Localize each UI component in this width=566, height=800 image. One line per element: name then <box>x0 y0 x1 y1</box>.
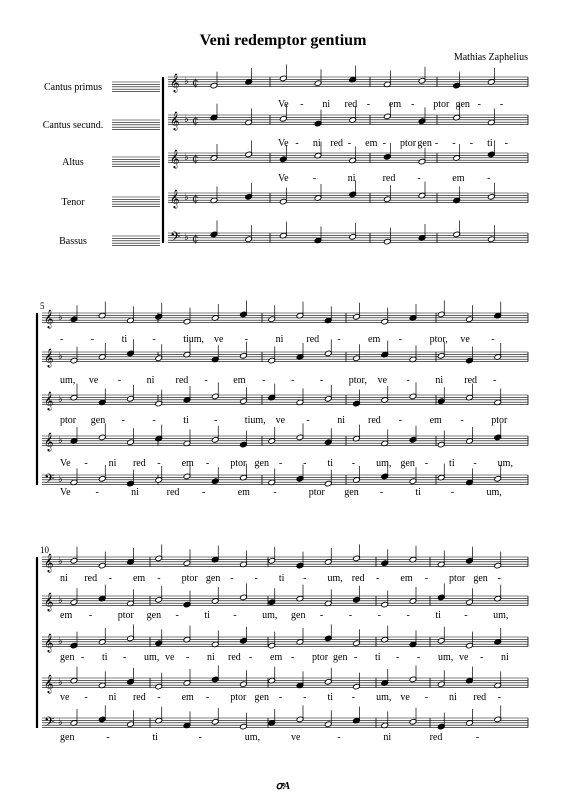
lyric-syllable: ve <box>459 652 469 663</box>
lyric-syllable: - <box>106 732 110 743</box>
lyric-syllable: - <box>424 573 429 584</box>
lyric-syllable: - <box>81 652 85 663</box>
lyric-syllable: um, <box>60 375 76 386</box>
lyric-syllable: - <box>480 652 484 663</box>
lyric-syllable: red <box>330 138 344 149</box>
lyric-syllable: red <box>429 732 443 743</box>
lyric-syllable: - <box>475 732 480 743</box>
lyric-syllable: ti <box>152 732 158 743</box>
lyric-syllable: - <box>424 692 429 703</box>
lyric-syllable: Ve <box>60 458 71 469</box>
lyric-syllable: gen <box>254 458 269 469</box>
lyric-syllable: - <box>450 487 455 498</box>
lyric-syllable: gen <box>417 138 432 149</box>
lyric-syllable: - <box>278 692 283 703</box>
lyric-syllable: um, <box>486 487 502 498</box>
lyric-syllable: Ve <box>278 99 289 110</box>
lyric-syllable: gen <box>254 692 269 703</box>
lyric-syllable: - <box>477 99 481 110</box>
lyric-syllable: ti <box>327 458 334 469</box>
lyric-syllable: - <box>152 415 156 426</box>
treble-clef-icon: 𝄞 <box>44 592 54 611</box>
lyric-syllable: - <box>379 487 384 498</box>
lyric-syllable: um, <box>244 732 261 743</box>
lyric-syllable: - <box>157 458 161 469</box>
lyric-syllable: - <box>473 458 477 469</box>
lyric-syllable: - <box>493 375 497 386</box>
flat-key-signature-icon: ♭ <box>58 474 63 485</box>
measure-number: 10 <box>40 545 49 555</box>
lyric-syllable: - <box>202 487 206 498</box>
bass-clef-icon: 𝄢 <box>170 229 181 248</box>
lyric-syllable: - <box>487 173 491 184</box>
lyric-syllable: - <box>249 652 253 663</box>
lyric-syllable: ptor <box>449 573 466 584</box>
lyric-syllable: - <box>300 99 304 110</box>
lyric-syllable: red <box>368 415 381 426</box>
lyric-syllable: - <box>186 652 190 663</box>
cut-time-icon: ₵ <box>192 78 199 89</box>
lyric-syllable: Ve <box>278 138 289 149</box>
lyric-syllable: ni <box>207 652 215 663</box>
flat-key-signature-icon: ♭ <box>58 636 63 647</box>
lyric-syllable: - <box>273 487 277 498</box>
lyric-syllable: ptor, <box>348 375 367 386</box>
lyric-syllable: um, <box>438 652 454 663</box>
flat-key-signature-icon: ♭ <box>184 114 189 125</box>
lyric-syllable: ti <box>487 138 493 149</box>
lyric-syllable: ti <box>449 458 455 469</box>
lyric-syllable: - <box>406 375 410 386</box>
lyric-syllable: - <box>303 573 307 584</box>
lyric-syllable: ve <box>60 692 70 703</box>
lyric-syllable: - <box>108 573 112 584</box>
flat-key-signature-icon: ♭ <box>58 556 63 567</box>
lyric-syllable: red <box>473 692 487 703</box>
lyric-syllable: - <box>499 99 504 110</box>
publisher-logo: ꝍA <box>275 780 291 792</box>
lyric-syllable: tium, <box>183 334 205 345</box>
treble-clef-icon: 𝄞 <box>170 189 180 208</box>
lyric-syllable: - <box>306 415 310 426</box>
lyric-syllable: red <box>351 573 365 584</box>
lyric-syllable: ptor <box>230 458 247 469</box>
treble-clef-icon: 𝄞 <box>44 432 54 451</box>
lyric-syllable: em <box>60 610 73 621</box>
lyric-syllable: - <box>417 173 421 184</box>
lyric-syllable: ni <box>312 138 321 149</box>
piece-title: Veni redemptor gentium <box>199 32 367 49</box>
treble-clef-icon: 𝄞 <box>44 633 54 652</box>
lyric-syllable: - <box>464 610 468 621</box>
lyric-syllable: um, <box>493 610 509 621</box>
lyric-syllable: - <box>497 573 502 584</box>
lyric-syllable: ptor <box>400 138 417 149</box>
cut-time-icon: ₵ <box>192 234 199 245</box>
lyric-syllable: um, <box>497 458 513 469</box>
lyric-syllable: - <box>337 334 341 345</box>
lyric-syllable: - <box>152 334 156 345</box>
lyric-syllable: em <box>388 99 402 110</box>
lyric-syllable: gen <box>60 732 75 743</box>
lyric-syllable: ti <box>435 610 441 621</box>
lyric-syllable: ptor <box>312 652 329 663</box>
lyric-syllable: ve <box>165 652 175 663</box>
lyric-syllable: - <box>60 334 64 345</box>
lyric-syllable: - <box>117 375 122 386</box>
treble-clef-icon: 𝄞 <box>44 674 54 693</box>
lyric-syllable: - <box>254 573 258 584</box>
lyric-syllable: em <box>452 173 465 184</box>
flat-key-signature-icon: ♭ <box>184 76 189 87</box>
lyric-syllable: ti <box>204 610 210 621</box>
treble-clef-icon: 𝄞 <box>44 553 54 572</box>
lyric-syllable: um, <box>376 692 392 703</box>
lyric-syllable: - <box>123 652 127 663</box>
flat-key-signature-icon: ♭ <box>184 192 189 203</box>
lyric-syllable: gen <box>455 99 470 110</box>
flat-key-signature-icon: ♭ <box>58 435 63 446</box>
lyric-syllable: - <box>452 138 456 149</box>
part-label-tenor: Tenor <box>61 197 85 208</box>
lyric-syllable: gen <box>400 458 415 469</box>
lyric-syllable: ti <box>327 692 334 703</box>
lyric-syllable: - <box>377 610 381 621</box>
flat-key-signature-icon: ♭ <box>58 394 63 405</box>
lyric-syllable: gen <box>205 573 221 584</box>
lyric-syllable: ni <box>337 415 345 426</box>
lyric-syllable: ni <box>501 652 509 663</box>
lyric-syllable: red <box>228 652 241 663</box>
lyric-syllable: - <box>398 415 403 426</box>
lyric-syllable: - <box>295 138 299 149</box>
lyric-syllable: um, <box>262 610 278 621</box>
lyric-syllable: em <box>181 692 194 703</box>
lyric-syllable: ptor <box>433 99 450 110</box>
lyric-syllable: - <box>396 652 400 663</box>
lyric-syllable: - <box>351 692 356 703</box>
lyric-syllable: ni <box>146 375 155 386</box>
lyric-syllable: - <box>406 610 410 621</box>
part-label-cantus-primus: Cantus primus <box>43 82 103 93</box>
lyric-syllable: ni <box>322 99 331 110</box>
lyric-syllable: ptor <box>308 487 325 498</box>
lyric-syllable: ve <box>291 732 301 743</box>
lyric-syllable: ti <box>121 334 128 345</box>
cut-time-icon: ₵ <box>192 154 199 165</box>
lyric-syllable: ni <box>108 458 117 469</box>
flat-key-signature-icon: ♭ <box>184 232 189 243</box>
lyric-syllable: - <box>411 99 415 110</box>
lyric-syllable: - <box>233 610 237 621</box>
lyric-syllable: red <box>306 334 320 345</box>
lyric-syllable: um, <box>144 652 160 663</box>
composer-name: Mathias Zaphelius <box>453 52 528 63</box>
lyric-syllable: em <box>365 138 378 149</box>
lyric-syllable: red <box>132 458 146 469</box>
lyric-syllable: ptor <box>230 692 247 703</box>
lyric-syllable: ti <box>375 652 381 663</box>
lyric-syllable: ni <box>131 487 139 498</box>
lyric-syllable: red <box>382 173 396 184</box>
lyric-syllable: gen <box>333 652 348 663</box>
lyric-syllable: - <box>84 458 88 469</box>
lyric-syllable: ni <box>347 173 356 184</box>
lyric-syllable: ve <box>377 375 388 386</box>
lyric-syllable: ni <box>275 334 284 345</box>
lyric-syllable: - <box>347 138 352 149</box>
lyric-syllable: - <box>90 334 95 345</box>
lyric-syllable: - <box>95 487 99 498</box>
lyric-syllable: em <box>132 573 146 584</box>
lyric-syllable: - <box>198 732 202 743</box>
lyric-syllable: em <box>237 487 250 498</box>
lyric-syllable: um, <box>327 573 343 584</box>
lyric-syllable: - <box>354 652 358 663</box>
lyric-syllable: ptor <box>60 415 77 426</box>
lyric-syllable: - <box>204 375 208 386</box>
lyric-syllable: em <box>429 415 442 426</box>
lyric-syllable: ve <box>88 375 99 386</box>
lyric-syllable: - <box>244 334 249 345</box>
lyric-syllable: - <box>157 692 161 703</box>
lyric-syllable: - <box>504 138 508 149</box>
lyric-syllable: ti <box>415 487 421 498</box>
lyric-syllable: gen <box>146 610 162 621</box>
lyric-syllable: gen <box>473 573 488 584</box>
lyric-syllable: - <box>312 173 317 184</box>
lyric-syllable: ni <box>449 692 457 703</box>
lyric-syllable: - <box>175 610 179 621</box>
lyric-syllable: - <box>351 458 356 469</box>
cut-time-icon: ₵ <box>192 194 199 205</box>
treble-clef-icon: 𝄞 <box>170 73 180 92</box>
lyric-syllable: - <box>319 375 324 386</box>
part-label-bassus: Bassus <box>59 236 87 247</box>
flat-key-signature-icon: ♭ <box>184 152 189 163</box>
lyric-syllable: ni <box>435 375 444 386</box>
treble-clef-icon: 𝄞 <box>44 391 54 410</box>
lyric-syllable: ptor <box>181 573 198 584</box>
lyric-syllable: - <box>497 692 502 703</box>
lyric-syllable: - <box>398 334 403 345</box>
lyric-syllable: - <box>303 692 307 703</box>
lyric-syllable: red <box>175 375 189 386</box>
lyric-syllable: - <box>303 458 307 469</box>
lyric-syllable: - <box>366 99 371 110</box>
lyric-syllable: red <box>84 573 98 584</box>
lyric-syllable: ni <box>108 692 117 703</box>
lyric-syllable: - <box>460 415 464 426</box>
lyric-syllable: - <box>291 375 295 386</box>
lyric-syllable: ve <box>460 334 470 345</box>
lyric-syllable: - <box>88 610 93 621</box>
lyric-syllable: - <box>121 415 125 426</box>
lyric-syllable: - <box>348 610 353 621</box>
lyric-syllable: - <box>205 692 210 703</box>
lyric-syllable: - <box>319 610 324 621</box>
part-label-altus: Altus <box>62 157 84 168</box>
lyric-syllable: - <box>291 652 295 663</box>
lyric-syllable: red <box>344 99 358 110</box>
flat-key-signature-icon: ♭ <box>58 351 63 362</box>
lyric-syllable: em <box>368 334 381 345</box>
lyric-syllable: um, <box>376 458 392 469</box>
measure-number: 5 <box>40 301 45 311</box>
flat-key-signature-icon: ♭ <box>58 312 63 323</box>
lyric-syllable: Ve <box>278 173 289 184</box>
lyric-syllable: red <box>132 692 146 703</box>
lyric-syllable: gen <box>90 415 106 426</box>
lyric-syllable: - <box>205 458 210 469</box>
lyric-syllable: ti <box>278 573 285 584</box>
lyric-syllable: - <box>214 415 218 426</box>
lyric-syllable: - <box>382 138 386 149</box>
lyric-syllable: em <box>270 652 283 663</box>
lyric-syllable: - <box>230 573 234 584</box>
treble-clef-icon: 𝄞 <box>44 348 54 367</box>
lyric-syllable: ve <box>275 415 286 426</box>
lyric-syllable: ti <box>102 652 108 663</box>
treble-clef-icon: 𝄞 <box>44 309 54 328</box>
lyric-syllable: - <box>469 138 474 149</box>
treble-clef-icon: 𝄞 <box>170 149 180 168</box>
lyric-syllable: ptor <box>491 415 508 426</box>
lyric-syllable: - <box>337 732 341 743</box>
lyric-syllable: red <box>166 487 180 498</box>
flat-key-signature-icon: ♭ <box>58 677 63 688</box>
lyric-syllable: Ve <box>60 487 71 498</box>
lyric-syllable: tium, <box>244 415 266 426</box>
flat-key-signature-icon: ♭ <box>58 595 63 606</box>
lyric-syllable: gen <box>60 652 75 663</box>
lyric-syllable: ni <box>60 573 68 584</box>
lyric-syllable: - <box>491 334 495 345</box>
lyric-syllable: - <box>84 692 88 703</box>
lyric-syllable: ve <box>214 334 224 345</box>
lyric-syllable: ni <box>383 732 392 743</box>
lyric-syllable: ti <box>183 415 189 426</box>
lyric-syllable: ptor <box>117 610 134 621</box>
cut-time-icon: ₵ <box>192 116 199 127</box>
lyric-syllable: - <box>434 138 439 149</box>
lyric-syllable: gen <box>344 487 359 498</box>
lyric-syllable: gen <box>291 610 306 621</box>
lyric-syllable: em <box>181 458 194 469</box>
part-label-cantus-secundus: Cantus secund. <box>42 120 104 131</box>
lyric-syllable: ve <box>400 692 410 703</box>
lyric-syllable: - <box>417 652 421 663</box>
lyric-syllable: - <box>424 458 429 469</box>
lyric-syllable: em <box>400 573 413 584</box>
lyric-syllable: - <box>376 573 380 584</box>
treble-clef-icon: 𝄞 <box>170 111 180 130</box>
lyric-syllable: ptor, <box>429 334 448 345</box>
lyric-syllable: em <box>233 375 246 386</box>
bass-clef-icon: 𝄢 <box>44 714 55 733</box>
flat-key-signature-icon: ♭ <box>58 717 63 728</box>
bass-clef-icon: 𝄢 <box>44 471 55 490</box>
lyric-syllable: - <box>278 458 283 469</box>
lyric-syllable: - <box>157 573 161 584</box>
lyric-syllable: - <box>262 375 266 386</box>
lyric-syllable: red <box>464 375 478 386</box>
